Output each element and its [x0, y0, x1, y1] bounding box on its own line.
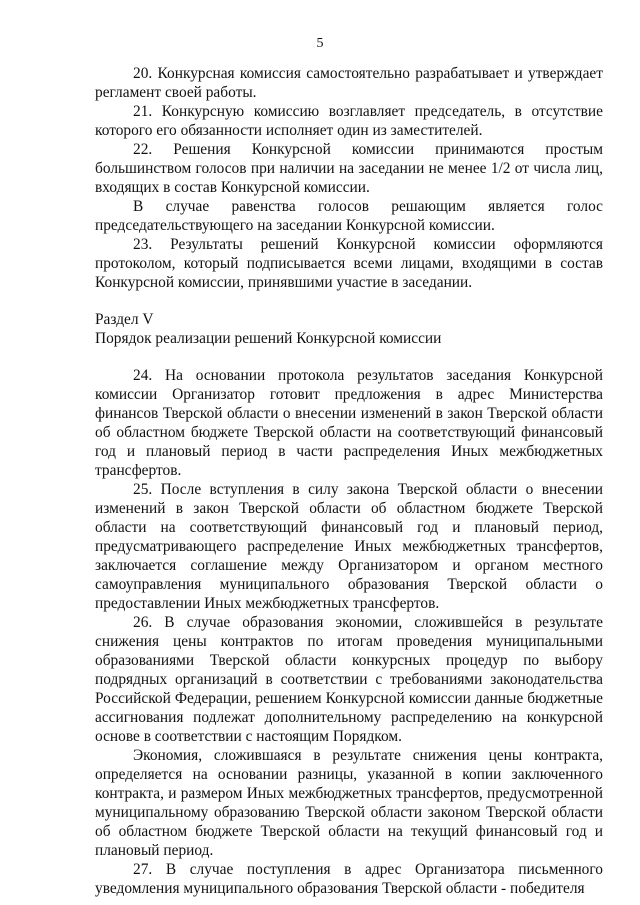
document-body: [95, 64, 603, 898]
paragraph-24: 24. На основании протокола результатов заседания Конкурсной комиссии Организатор готовит предложения в адрес Министерства финансов Тверской области о внесении изменений в закон Тверской области об областном бюджете Тверской области на соответствующий финансовый год и плановый период в части распределения Иных межбюджетных трансфертов.: [95, 367, 603, 479]
section-subtitle: Порядок реализации решений Конкурсной комиссии: [95, 330, 442, 347]
paragraph-27: 27. В случае поступления в адрес Организатора письменного уведомления муниципального образования Тверской области - победителя: [95, 861, 603, 897]
paragraph-23: 23. Результаты решений Конкурсной комиссии оформляются протоколом, который подписывается всеми лицами, входящими в состав Конкурсной комиссии, принявшими участие в заседании.: [95, 236, 603, 291]
paragraph-21: 21. Конкурсную комиссию возглавляет председатель, в отсутствие которого его обязанности исполняет один из заместителей.: [95, 103, 603, 139]
paragraph-20: 20. Конкурсная комиссия самостоятельно разрабатывает и утверждает регламент своей работы.: [95, 65, 603, 101]
paragraph-25: 25. После вступления в силу закона Тверской области о внесении изменений в закон Тверской области об областном бюджете Тверской области на соответствующий финансовый год и плановый период, предусматривающего распределение Иных межбюджетных трансфертов, заключается соглашение между Организатором и органом местного самоуправления муниципального образования Тверской области о предоставлении Иных межбюджетных трансфертов.: [95, 481, 603, 612]
paragraph-26: 26. В случае образования экономии, сложившейся в результате снижения цены контрактов по итогам проведения муниципальными образованиями Тверской области конкурсных процедур по выбору подрядных организаций в соответствии с требованиями законодательства Российской Федерации, решением Конкурсной комиссии данные бюджетные ассигнования подлежат дополнительному распределению на конкурсной основе в соответствии с настоящим Порядком.: [95, 614, 603, 745]
paragraph-22-tie-vote: В случае равенства голосов решающим является голос председательствующего на заседании Конкурсной комиссии.: [95, 198, 603, 234]
page-number: 5: [316, 36, 324, 51]
section-title: Раздел V: [95, 311, 154, 328]
paragraph-26-savings: Экономия, сложившаяся в результате снижения цены контракта, определяется на основании разницы, указанной в копии заключенного контракта, и размером Иных межбюджетных трансфертов, предусмотренной муниципальному образованию Тверской области законом Тверской области об областном бюджете Тверской области на текущий финансовый год и плановый период.: [95, 747, 603, 859]
paragraph-22: 22. Решения Конкурсной комиссии принимаются простым большинством голосов при наличии на заседании не менее 1/2 от числа лиц, входящих в состав Конкурсной комиссии.: [95, 141, 603, 196]
